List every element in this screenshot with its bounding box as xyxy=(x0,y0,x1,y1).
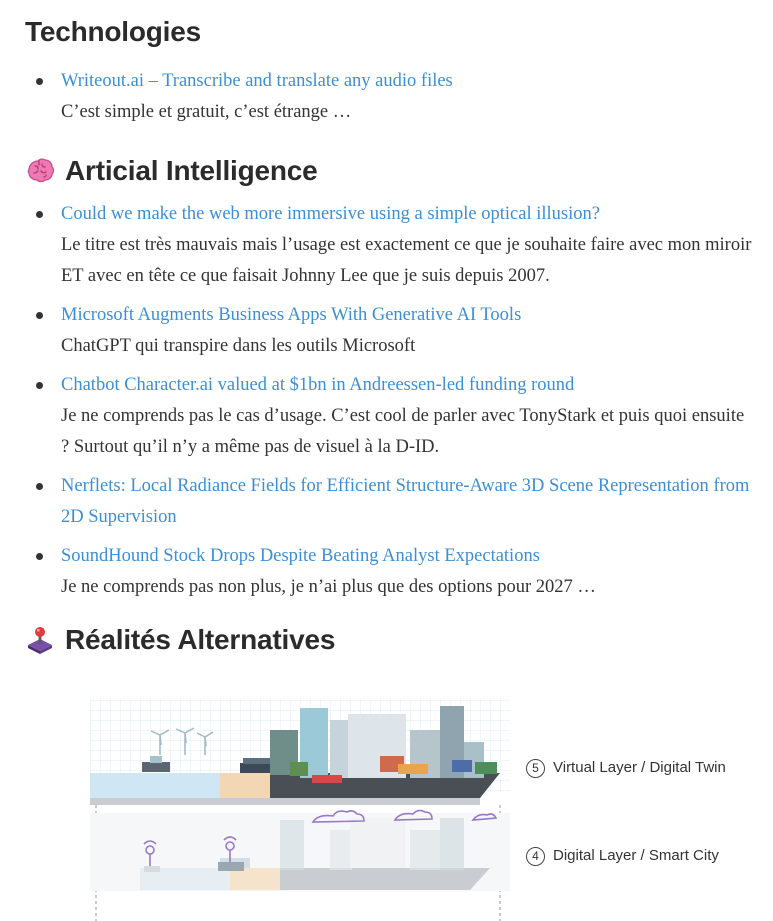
layer-number-badge: 4 xyxy=(526,847,545,866)
city-layers-graphic xyxy=(80,690,760,921)
list-item xyxy=(0,471,773,533)
list-item xyxy=(0,66,773,128)
section-title-text: Articial Intelligence xyxy=(65,155,318,186)
layer-label-text: Virtual Layer / Digital Twin xyxy=(553,759,726,776)
layer-number-badge: 5 xyxy=(526,759,545,778)
article-description: Je ne comprends pas non plus, je n’ai plus que des options pour 2027 … xyxy=(61,577,596,597)
article-description: C’est simple et gratuit, c’est étrange … xyxy=(61,102,352,122)
list-item xyxy=(0,199,773,292)
joystick-icon xyxy=(25,624,55,654)
ai-list xyxy=(0,199,773,611)
article-link[interactable]: Could we make the web more immersive using a simple optical illusion? xyxy=(61,204,600,224)
article-link[interactable]: Writeout.ai – Transcribe and translate any audio files xyxy=(61,71,453,91)
layer-label-text: Digital Layer / Smart City xyxy=(553,847,719,864)
layer-label-4 xyxy=(526,847,719,866)
article-description: ChatGPT qui transpire dans les outils Microsoft xyxy=(61,336,416,356)
section-title-realites xyxy=(25,624,335,656)
article-description: Le titre est très mauvais mais l’usage est exactement ce que je souhaite faire avec mon miroir ET avec en tête ce que faisait Johnny Lee que je suis depuis 2007. xyxy=(61,235,752,286)
list-item xyxy=(0,541,773,603)
section-title-technologies xyxy=(25,16,201,48)
layer-label-5 xyxy=(526,759,726,778)
layers-illustration xyxy=(80,690,760,921)
article-link[interactable]: Nerflets: Local Radiance Fields for Efficient Structure-Aware 3D Scene Representation from 2D Supervision xyxy=(61,476,750,527)
list-item xyxy=(0,300,773,362)
brain-icon xyxy=(25,155,55,185)
article-link[interactable]: Chatbot Character.ai valued at $1bn in Andreessen-led funding round xyxy=(61,375,575,395)
section-title-text: Réalités Alternatives xyxy=(65,624,336,655)
article-link[interactable]: Microsoft Augments Business Apps With Generative AI Tools xyxy=(61,305,522,325)
tech-list xyxy=(0,66,773,136)
article-link[interactable]: SoundHound Stock Drops Despite Beating Analyst Expectations xyxy=(61,546,540,566)
article-description: Je ne comprends pas le cas d’usage. C’est cool de parler avec TonyStark et puis quoi ensuite ? Surtout qu’il n’y a même pas de visuel à la D-ID. xyxy=(61,406,745,457)
section-title-text: Technologies xyxy=(25,16,201,47)
section-title-ai xyxy=(25,155,318,187)
list-item xyxy=(0,370,773,463)
